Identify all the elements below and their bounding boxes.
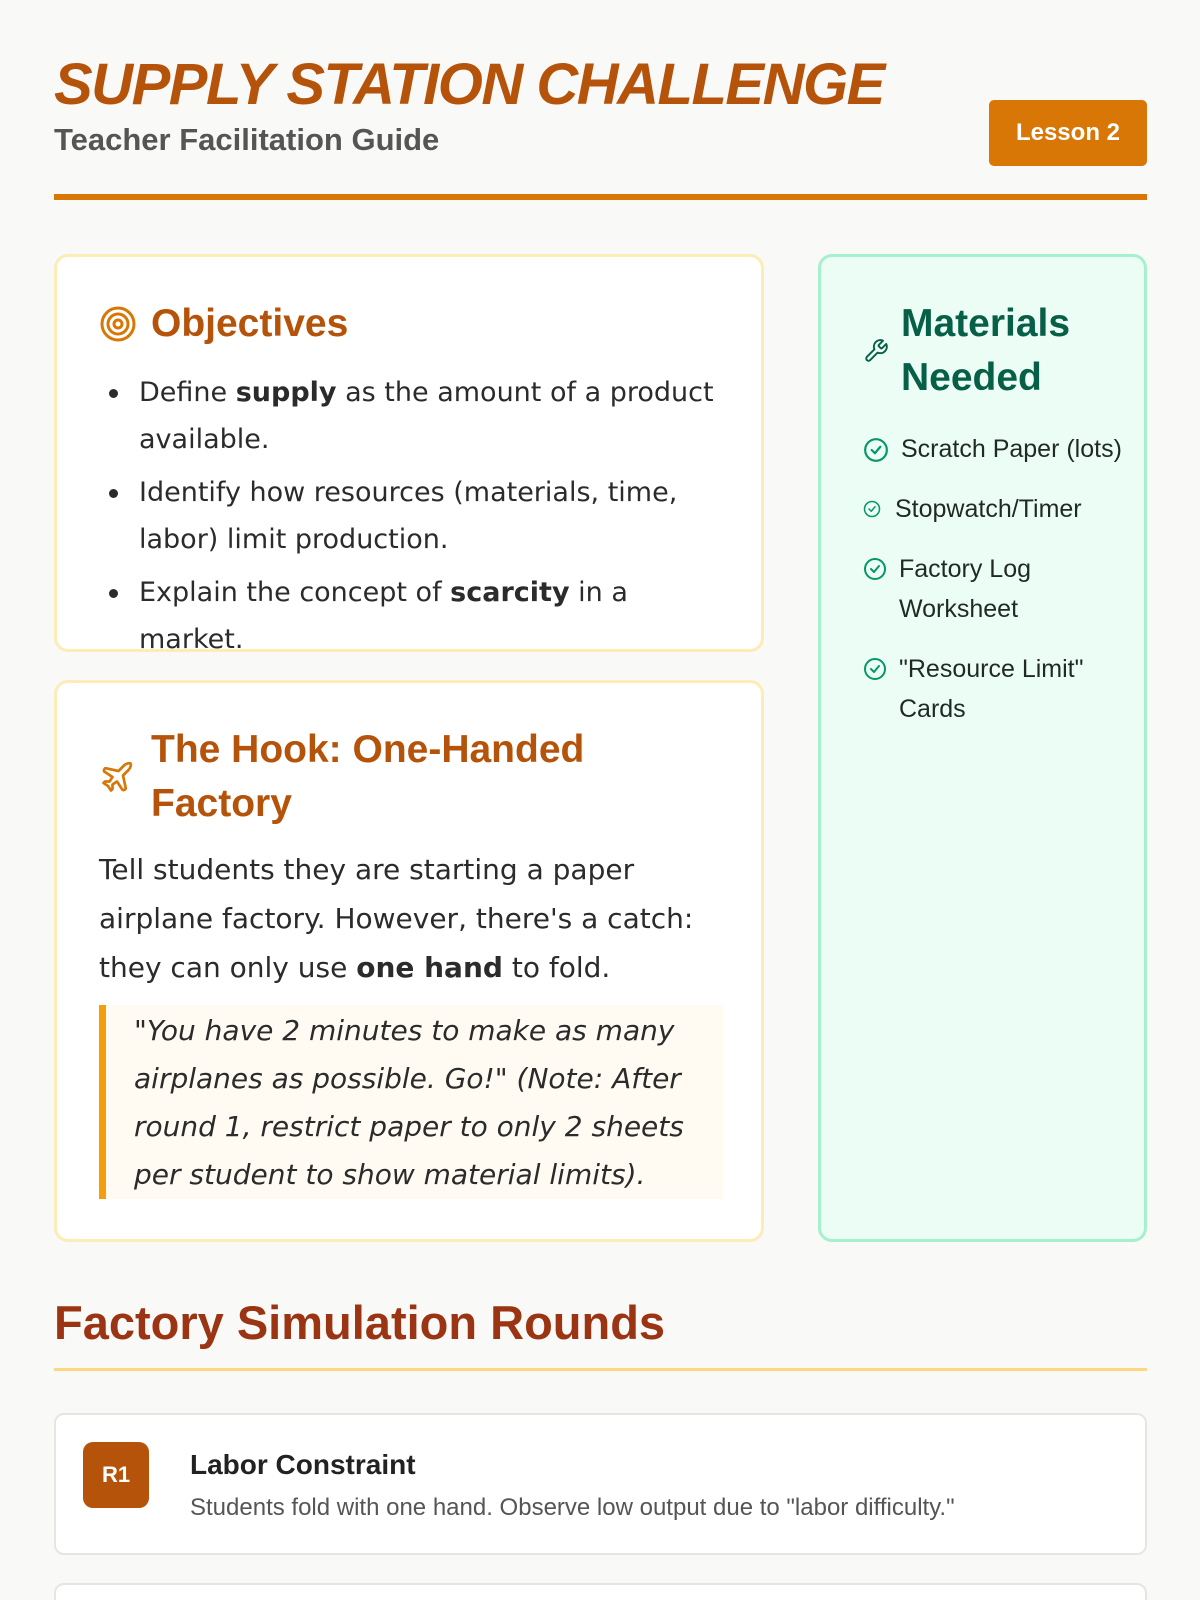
- materials-title: Materials Needed: [901, 302, 1071, 399]
- rounds-section-title: Factory Simulation Rounds: [54, 1296, 666, 1349]
- round-card: [54, 1413, 1147, 1555]
- materials-list: [863, 429, 1133, 749]
- round-title: Labor Constraint: [190, 1449, 416, 1480]
- check-circle-icon: [863, 437, 889, 463]
- hook-card: [54, 680, 764, 1242]
- wrench-icon: [863, 338, 889, 364]
- list-item: Define supply as the amount of a product available.: [105, 369, 735, 463]
- materials-header: [863, 297, 1123, 405]
- section-divider: [54, 1368, 1147, 1371]
- check-circle-icon: [863, 657, 887, 681]
- hook-quote: "You have 2 minutes to make as many airplanes as possible. Go!" (Note: After round 1, restrict paper to only 2 sheets per student to show material limits).: [99, 1005, 723, 1199]
- round-description: Students fold with one hand. Observe low output due to "labor difficulty.": [190, 1494, 955, 1521]
- list-item: Explain the concept of scarcity in a market.: [105, 569, 735, 663]
- objectives-list: [105, 369, 735, 669]
- round-badge: R1: [83, 1442, 149, 1508]
- materials-card: [818, 254, 1147, 1242]
- lesson-badge: Lesson 2: [989, 100, 1147, 166]
- hook-title: The Hook: One-Handed Factory: [151, 728, 585, 825]
- check-circle-icon: [863, 500, 881, 518]
- hook-instructions: Tell students they are starting a paper airplane factory. However, there's a catch: they can only use one hand to fold.: [99, 853, 694, 984]
- list-item: Scratch Paper (lots): [863, 429, 1133, 469]
- objectives-title: Objectives: [151, 302, 349, 345]
- list-item: "Resource Limit" Cards: [863, 649, 1133, 729]
- page-subtitle: Teacher Facilitation Guide: [54, 122, 440, 157]
- target-icon: [99, 305, 137, 343]
- round-card-partial: [54, 1583, 1147, 1600]
- page-header: [54, 50, 1147, 200]
- check-circle-icon: [863, 557, 887, 581]
- objectives-header: [99, 297, 348, 351]
- list-item: Factory Log Worksheet: [863, 549, 1133, 629]
- list-item: Identify how resources (materials, time, labor) limit production.: [105, 469, 735, 563]
- list-item: Stopwatch/Timer: [863, 489, 1133, 529]
- hook-header: [99, 723, 719, 831]
- page-title: SUPPLY STATION CHALLENGE: [54, 52, 884, 117]
- plane-icon: [99, 759, 135, 795]
- objectives-card: [54, 254, 764, 655]
